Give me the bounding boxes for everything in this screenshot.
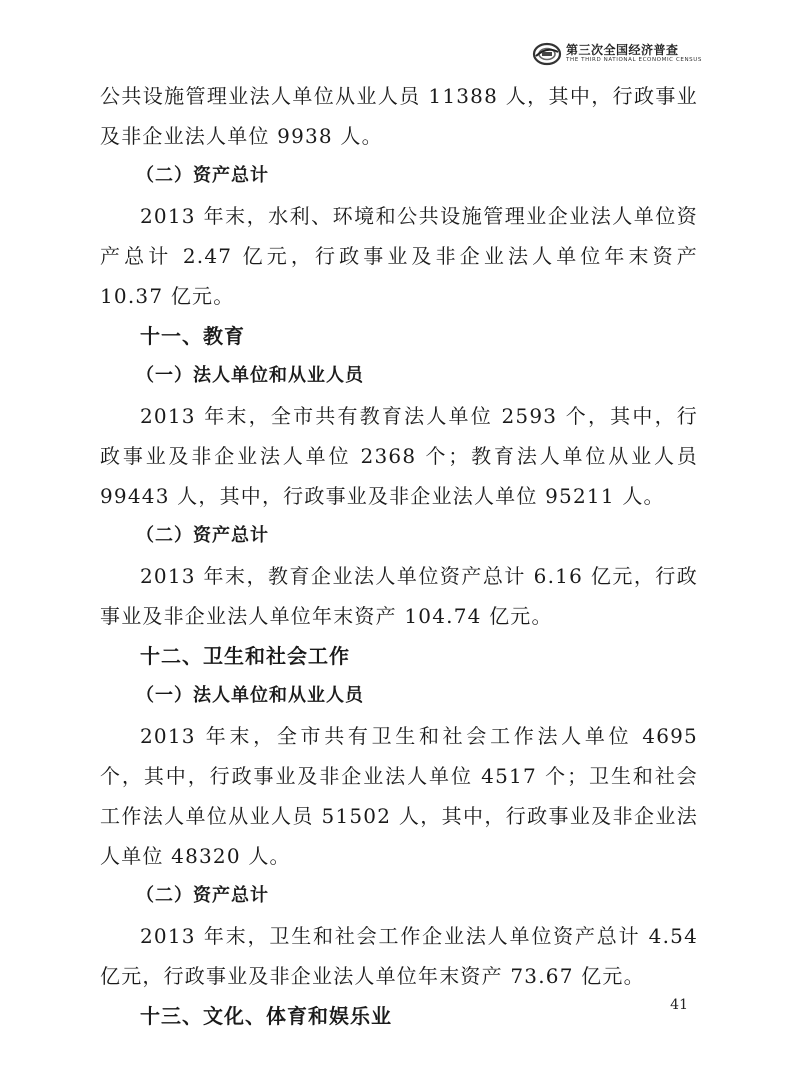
logo-english-title: THE THIRD NATIONAL ECONOMIC CENSUS (566, 57, 702, 63)
page-number: 41 (670, 997, 688, 1013)
paragraph-education-units: 2013 年末，全市共有教育法人单位 2593 个，其中，行政事业及非企业法人单位 2368 个；教育法人单位从业人员 99443 人，其中，行政事业及非企业法人单位 95211 人。 (100, 404, 698, 508)
section-heading-education: 十一、教育 (140, 324, 245, 348)
section-heading-culture: 十三、文化、体育和娱乐业 (140, 1004, 392, 1028)
census-emblem-icon (532, 42, 562, 66)
logo-chinese-title: 第三次全国经济普查 (566, 43, 679, 57)
paragraph-education-assets: 2013 年末，教育企业法人单位资产总计 6.16 亿元，行政事业及非企业法人单位年末资产 104.74 亿元。 (100, 564, 698, 628)
paragraph-health-assets: 2013 年末，卫生和社会工作企业法人单位资产总计 4.54 亿元，行政事业及非企业法人单位年末资产 73.67 亿元。 (100, 924, 698, 988)
subheading-total-assets-health: （二）资产总计 (136, 885, 269, 906)
paragraph-public-facilities-staff: 公共设施管理业法人单位从业人员 11388 人，其中，行政事业及非企业法人单位 9938 人。 (100, 84, 698, 148)
subheading-total-assets-water: （二）资产总计 (136, 165, 269, 186)
paragraph-water-assets: 2013 年末，水利、环境和公共设施管理业企业法人单位资产总计 2.47 亿元，行政事业及非企业法人单位年末资产 10.37 亿元。 (100, 204, 698, 308)
subheading-units-staff-health: （一）法人单位和从业人员 (136, 685, 364, 706)
paragraph-health-units: 2013 年末，全市共有卫生和社会工作法人单位 4695 个，其中，行政事业及非企业法人单位 4517 个；卫生和社会工作法人单位从业人员 51502 人，其中，行政事业及非企业法人单位 48320 人。 (100, 724, 698, 868)
document-body (100, 76, 698, 1036)
census-logo (532, 42, 702, 66)
subheading-total-assets-education: （二）资产总计 (136, 525, 269, 546)
section-heading-health: 十二、卫生和社会工作 (140, 644, 350, 668)
subheading-units-staff-education: （一）法人单位和从业人员 (136, 365, 364, 386)
